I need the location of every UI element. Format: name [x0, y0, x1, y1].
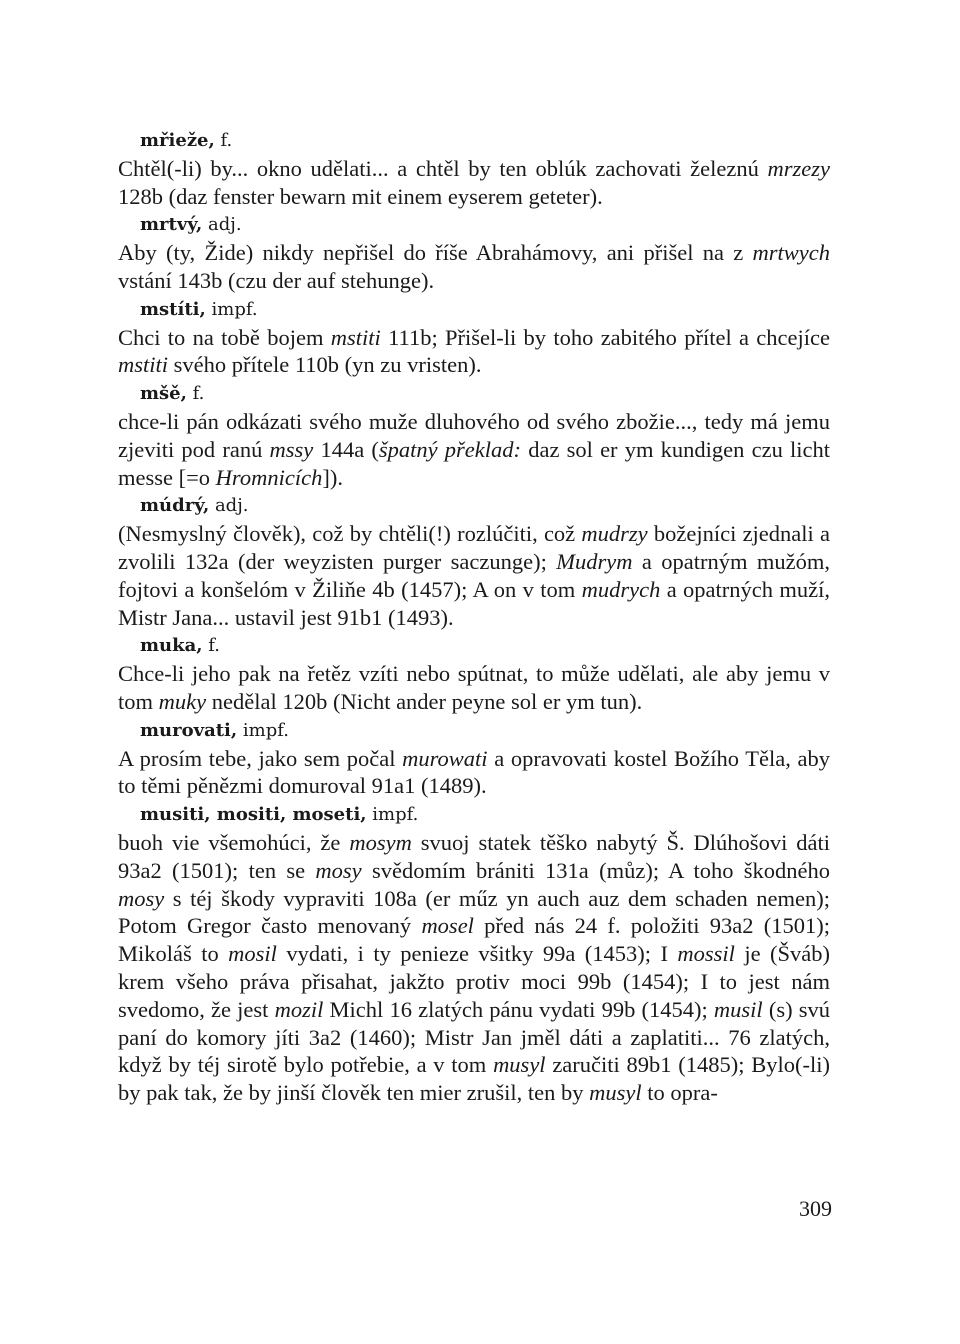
headword-text: musiti, mositi, moseti,	[140, 804, 367, 826]
cited-form: Mudrym	[556, 548, 633, 574]
part-of-speech: f.	[202, 635, 221, 657]
part-of-speech: f.	[186, 383, 205, 405]
entry-citation	[118, 155, 830, 211]
headword-text: murovati,	[140, 719, 238, 741]
citation-text: Chtěl(-li) by... okno udělati... a chtěl by ten oblúk zachovati železnú	[118, 155, 768, 181]
citation-text: buoh vie všemohúci, že	[118, 829, 350, 855]
entry-citation	[118, 829, 830, 1107]
entry-citation	[118, 520, 830, 631]
headword-text: mstíti,	[140, 298, 206, 320]
citation-text: (Nesmyslný člověk), což by chtěli(!) rozlúčiti, což	[118, 521, 582, 547]
cited-form: musyl	[493, 1052, 546, 1078]
part-of-speech: adj.	[209, 495, 249, 517]
cited-form: mosy	[315, 857, 362, 883]
citation-text: to opra-	[641, 1080, 718, 1106]
citation-text: ]).	[322, 464, 343, 490]
entry-citation	[118, 408, 830, 491]
dictionary-column	[118, 126, 830, 1107]
entry-headword	[118, 492, 830, 520]
cited-form: musil	[713, 996, 763, 1022]
entry-citation	[118, 324, 830, 380]
citation-text: před nás 24 f. položiti 93a2 (1501); Mikoláš to	[118, 913, 830, 967]
entry-citation	[118, 745, 830, 801]
entry-headword	[118, 801, 830, 829]
citation-text: svědomím brániti 131a (můz); A toho škodného	[361, 857, 830, 883]
page-number: 309	[799, 1196, 832, 1221]
headword-text: mrtvý,	[140, 214, 203, 236]
headword-text: múdrý,	[140, 495, 210, 517]
cited-form: mosy	[118, 885, 165, 911]
cited-form: Hromnicích	[215, 464, 323, 490]
cited-form: mssy	[269, 436, 314, 462]
headword-text: muka,	[140, 635, 203, 657]
citation-text: 144a (	[313, 436, 379, 462]
citation-text: Aby (ty, Žide) nikdy nepřišel do říše Abrahámovy, ani přišel na z	[118, 240, 753, 266]
cited-form: špatný překlad:	[378, 436, 522, 462]
cited-form: mstiti	[330, 324, 381, 350]
citation-text: a opatrným mužóm, fojtovi a konšelóm v Žiliňe 4b (1457); A on v tom	[118, 548, 830, 602]
citation-text: svého přítele 110b (yn zu vristen).	[168, 352, 482, 378]
citation-text: a opatrných muží, Mistr Jana... ustavil jest 91b1 (1493).	[118, 576, 830, 630]
cited-form: musyl	[589, 1080, 642, 1106]
cited-form: murowati	[402, 745, 488, 771]
cited-form: mozil	[274, 996, 324, 1022]
entry-headword	[118, 717, 830, 745]
entry-headword	[118, 127, 830, 155]
entry-citation	[118, 660, 830, 716]
citation-text: chce-li pán odkázati svého muže dluhového od svého zbožie..., tedy má jemu zjeviti pod ranú	[118, 408, 830, 462]
cited-form: mossil	[677, 941, 735, 967]
citation-text: daz sol er ym kundigen czu licht messe [=o	[118, 436, 830, 490]
headword-text: mšě,	[140, 383, 187, 405]
entry-headword	[118, 296, 830, 324]
cited-form: muky	[158, 688, 207, 714]
cited-form: mstiti	[118, 352, 169, 378]
citation-text: vstání 143b (czu der auf stehunge).	[118, 267, 435, 293]
citation-text: zaručiti 89b1 (1485); Bylo(-li) by pak tak, že by jinší člověk ten mier zrušil, ten by	[118, 1052, 830, 1106]
citation-text: a opravovati kostel Božího Těla, aby to těmi pěnězmi domuroval 91a1 (1489).	[118, 745, 830, 799]
entry-citation	[118, 239, 830, 295]
citation-text: Michl 16 zlatých pánu vydati 99b (1454);	[323, 996, 714, 1022]
cited-form: mudrzy	[581, 521, 648, 547]
part-of-speech: adj.	[202, 214, 242, 236]
citation-text: božejníci zjednali a zvolili 132a (der weyzisten purger saczunge);	[118, 521, 830, 574]
entry-headword	[118, 380, 830, 408]
cited-form: mrtwych	[752, 240, 830, 266]
citation-text: je (Šváb) krem všeho práva přisahat, jakžto protiv moci 99b (1454); I to jest nám svedomo, že jest	[118, 941, 830, 1022]
citation-text: vydati, i ty penieze všitky 99a (1453); I	[276, 941, 678, 967]
citation-text: Chci to na tobě bojem	[118, 324, 331, 350]
headword-text: mřieže,	[140, 130, 215, 151]
cited-form: mudrych	[581, 576, 661, 602]
citation-text: 111b; Přišel-li by toho zabitého přítel a chcejíce	[380, 324, 830, 350]
citation-text: Chce-li jeho pak na řetěz vzíti nebo spútnat, to může udělati, ale aby jemu v tom	[118, 661, 830, 714]
cited-form: mosym	[349, 829, 412, 855]
entry-headword	[118, 211, 830, 239]
part-of-speech: impf.	[237, 719, 289, 741]
citation-text: A prosím tebe, jako sem počal	[118, 745, 403, 771]
cited-form: mosil	[228, 941, 277, 967]
part-of-speech: impf.	[366, 804, 419, 826]
cited-form: mosel	[421, 913, 474, 939]
cited-form: mrzezy	[767, 155, 830, 181]
citation-text: (s) svú paní do komory jíti 3a2 (1460); Mistr Jan jměl dáti a zaplatiti... 76 zlatých, když by téj sirotě bylo potřebie, a v tom	[118, 996, 831, 1078]
part-of-speech: f.	[214, 130, 233, 151]
citation-text: s téj škody vypraviti 108a (er műz yn auch auz dem schaden nemen); Potom Gregor často menovaný	[118, 885, 830, 939]
citation-text: nedělal 120b (Nicht ander peyne sol er ym tun).	[206, 688, 643, 714]
citation-text: 128b (daz fenster bewarn mit einem eyserem geteter).	[118, 183, 603, 209]
entry-headword	[118, 632, 830, 660]
part-of-speech: impf.	[205, 298, 258, 320]
citation-text: svuoj statek těško nabytý Š. Dlúhošovi dáti 93a2 (1501); ten se	[118, 829, 830, 883]
